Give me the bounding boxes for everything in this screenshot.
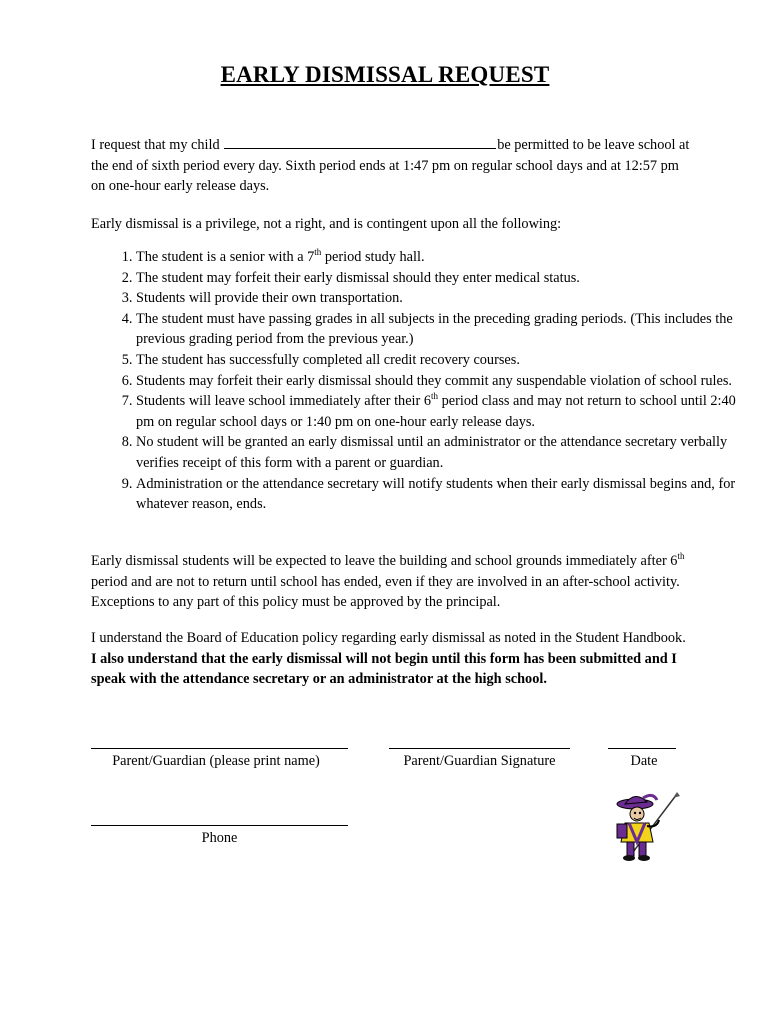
child-name-blank[interactable] — [224, 135, 496, 149]
list-item: 5. The student has successfully completed all credit recovery courses. — [136, 350, 736, 371]
understand-paragraph — [91, 628, 691, 690]
rule-7-sup: th — [431, 391, 439, 402]
expectation-text-b: period and are not to return until school has ended, even if they are involved in an after-school activity. Exceptions to any part of this policy must be approved by the principal. — [91, 573, 680, 611]
rule-1-sup: th — [314, 247, 322, 258]
list-item: 8. No student will be granted an early dismissal until an administrator or the attendance secretary verbally verifies receipt of this form with a parent or guardian. — [136, 432, 736, 473]
expectation-paragraph — [91, 551, 691, 613]
list-item: 4. The student must have passing grades in all subjects in the preceding grading periods. (This includes the previous grading period from the previous year.) — [136, 309, 736, 350]
phone-label: Phone — [201, 830, 238, 846]
date-label: Date — [630, 753, 658, 769]
expectation-text-a: Early dismissal students will be expected to leave the building and school grounds immediately after 6 — [91, 553, 678, 569]
intro-paragraph — [91, 135, 691, 197]
rule-7-text-b: period class and may not return to school until 2:40 pm on regular school days or 1:40 pm on one-hour early release days. — [136, 393, 736, 430]
signature-label: Parent/Guardian Signature — [403, 753, 556, 769]
date-line[interactable] — [608, 748, 676, 749]
rule-7-text-a: Students will leave school immediately after their 6 — [136, 393, 431, 410]
list-item: 3. Students will provide their own transportation. — [136, 288, 736, 309]
phone-line[interactable] — [91, 825, 348, 826]
list-item: 6. Students may forfeit their early dismissal should they commit any suspendable violation of school rules. — [136, 371, 736, 392]
print-name-line[interactable] — [91, 748, 348, 749]
list-item — [136, 247, 736, 268]
expectation-sup: th — [677, 551, 685, 562]
intro-after-blank: be permitted to be leave school at the end of sixth period every day. Sixth period ends at 1:47 pm on regular school days and at 12:57 pm on one-hour early release days. — [91, 137, 690, 195]
privilege-paragraph: Early dismissal is a privilege, not a right, and is contingent upon all the following: — [91, 216, 562, 232]
list-item: 9. Administration or the attendance secretary will notify students when their early dismissal begins and, for whatever reason, ends. — [136, 474, 736, 515]
understand-text: I understand the Board of Education policy regarding early dismissal as noted in the Student Handbook. — [91, 630, 686, 646]
signature-line[interactable] — [389, 748, 570, 749]
list-item: 2. The student may forfeit their early dismissal should they enter medical status. — [136, 268, 736, 289]
page-title: EARLY DISMISSAL REQUEST — [220, 62, 550, 87]
intro-before-blank: I request that my child — [91, 137, 220, 153]
list-item — [136, 391, 736, 432]
conditions-list — [91, 247, 736, 515]
mascot-logo-icon — [607, 790, 682, 862]
print-name-label: Parent/Guardian (please print name) — [112, 753, 320, 769]
rule-1-text-a: The student is a senior with a 7 — [136, 249, 315, 265]
understand-bold-text: I also understand that the early dismissal will not begin until this form has been submitted and I speak with the attendance secretary or an administrator at the high school. — [91, 650, 677, 688]
rule-1-text-b: period study hall. — [321, 249, 425, 265]
